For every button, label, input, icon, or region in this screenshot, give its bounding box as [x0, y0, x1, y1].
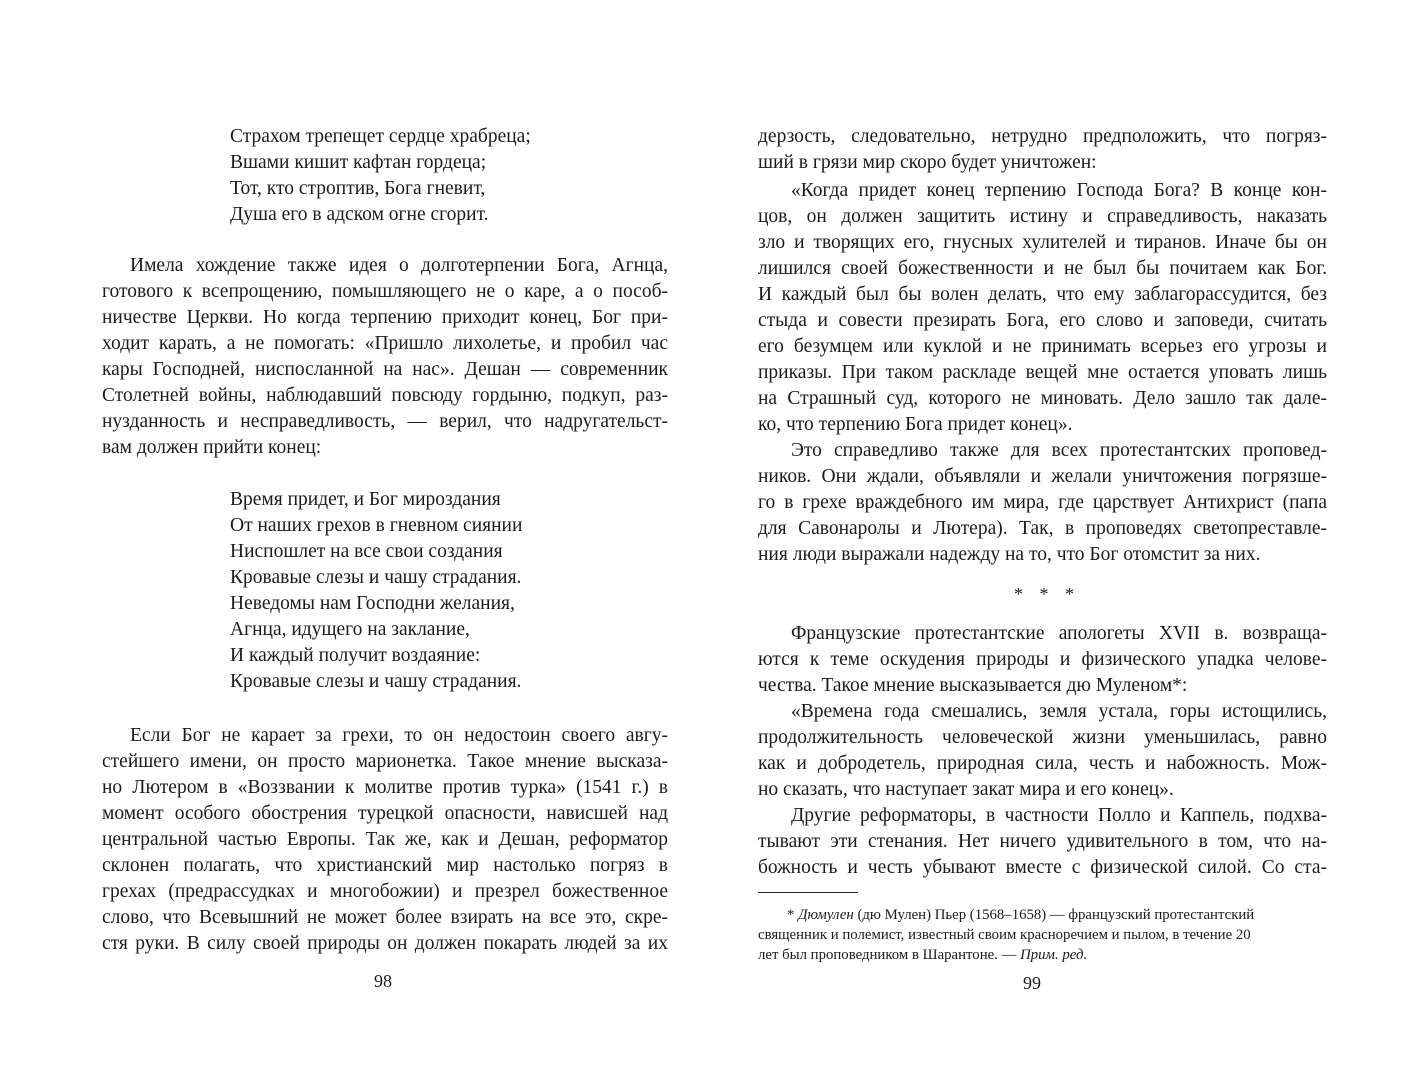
- text-line: кары Господней, ниспосланной на нас». Дешан — современник: [102, 359, 668, 380]
- text-line: но Лютером в «Воззвании к молитве против турка» (1541 г.) в: [102, 777, 668, 798]
- text-line: стя руки. В силу своей природы он должен покарать людей за их: [102, 933, 668, 954]
- footnote-marker: *: [787, 907, 795, 923]
- text-line: грехах (предрассудках и многобожии) и презрел божественное: [102, 881, 668, 902]
- editor-note: Прим. ред.: [1020, 947, 1088, 963]
- verse-line: И каждый получит воздаяние:: [230, 645, 481, 666]
- verse-line: Кровавые слезы и чашу страдания.: [230, 671, 522, 692]
- text-line: Это справедливо также для всех протестантских проповед-: [791, 440, 1327, 461]
- text-line: стейшего имени, он просто марионетка. Такое мнение высказа-: [102, 751, 668, 772]
- page-number: 98: [374, 971, 392, 991]
- right-page: [709, 0, 1419, 1080]
- verse-line: Страхом трепещет сердце храбреца;: [230, 126, 531, 147]
- text-line: момент особого обострения турецкой опасности, нависшей над: [102, 803, 668, 824]
- footnote-text: (дю Мулен) Пьер (1568–1658) — французский протестантский: [853, 907, 1255, 923]
- text-line: ничестве Церкви. Но когда терпению приходит конец, Бог при-: [102, 307, 668, 328]
- verse-line: От наших грехов в гневном сиянии: [230, 515, 523, 536]
- text-line: Французские протестантские апологеты XVII в. возвраща-: [791, 623, 1327, 644]
- text-line: ко, что терпению Бога придет конец».: [758, 414, 1073, 435]
- footnote-name: Дюмулен: [798, 907, 854, 923]
- text-line: стыда и совести презирать Бога, его слово и заповеди, считать: [758, 310, 1327, 331]
- text-line: лишился своей божественности и не был бы почитаем как Бог.: [758, 258, 1327, 279]
- text-line: дерзость, следовательно, нетрудно предположить, что погряз-: [758, 126, 1327, 147]
- verse-line: Неведомы нам Господни желания,: [230, 593, 515, 614]
- text-line: цов, он должен защитить истину и справедливость, наказать: [758, 206, 1327, 227]
- text-line: склонен полагать, что христианский мир настолько погряз в: [102, 855, 668, 876]
- text-line: ший в грязи мир скоро будет уничтожен:: [758, 152, 1097, 173]
- text-line: зло и творящих его, гнусных хулителей и тиранов. Иначе бы он: [758, 232, 1327, 253]
- text-line: вам должен прийти конец:: [102, 437, 322, 458]
- text-line: слово, что Всевышний не может более взирать на все это, скре-: [102, 907, 668, 928]
- footnote-line: [787, 905, 1254, 925]
- text-line: Другие реформаторы, в частности Полло и Каппель, подхва-: [791, 805, 1327, 826]
- text-line: на Страшный суд, которого не миновать. Дело зашло так дале-: [758, 388, 1327, 409]
- text-line: ходит карать, а не помогать: «Пришло лихолетье, и пробил час: [102, 333, 668, 354]
- verse-line: Душа его в адском огне сгорит.: [230, 204, 489, 225]
- verse-line: Агнца, идущего на заклание,: [230, 619, 470, 640]
- text-line: продолжительность человеческой жизни уменьшилась, равно: [758, 727, 1327, 748]
- verse-line: Ниспошлет на все свои создания: [230, 541, 503, 562]
- text-line: И каждый был бы волен делать, что ему заблагорассудится, без: [758, 284, 1327, 305]
- text-line: центральной частью Европы. Так же, как и Дешан, реформатор: [102, 829, 668, 850]
- text-line: чества. Такое мнение высказывается дю Муленом*:: [758, 675, 1188, 696]
- text-line: «Когда придет конец терпению Господа Бога? В конце кон-: [791, 180, 1327, 201]
- section-separator: * * *: [1014, 584, 1080, 604]
- text-line: как и добродетель, природная сила, честь и набожность. Мож-: [758, 753, 1327, 774]
- text-line: «Времена года смешались, земля устала, горы истощились,: [791, 701, 1327, 722]
- verse-line: Время придет, и Бог мироздания: [230, 489, 501, 510]
- footnote-text: лет был проповедником в Шарантоне. —: [758, 947, 1021, 963]
- verse-line: Тот, кто строптив, Бога гневит,: [230, 178, 486, 199]
- text-line: тывают эти стенания. Нет ничего удивительного в том, что на-: [758, 831, 1327, 852]
- text-line: ния люди выражали надежду на то, что Бог отомстит за них.: [758, 544, 1261, 565]
- text-line: го в грехе враждебного им мира, где царствует Антихрист (папа: [758, 492, 1327, 513]
- left-page: [0, 0, 709, 1080]
- verse-line: Кровавые слезы и чашу страдания.: [230, 567, 522, 588]
- text-line: ников. Они ждали, объявляли и желали уничтожения погрязше-: [758, 466, 1327, 487]
- page-number: 99: [1023, 973, 1041, 993]
- text-line: нузданность и несправедливость, — верил, что надругательст-: [102, 411, 668, 432]
- text-line: Столетней войны, наблюдавший повсюду гордыню, подкуп, раз-: [102, 385, 668, 406]
- text-line: готового к всепрощению, помышляющего не о каре, а о пособ-: [102, 281, 668, 302]
- footnote-rule: [758, 892, 858, 893]
- text-line: ются к теме оскудения природы и физического упадка челове-: [758, 649, 1327, 670]
- verse-line: Вшами кишит кафтан гордеца;: [230, 152, 487, 173]
- footnote-line: священник и полемист, известный своим красноречием и пылом, в течение 20: [758, 927, 1251, 943]
- text-line: Имела хождение также идея о долготерпении Бога, Агнца,: [130, 255, 668, 276]
- footnote-line: [758, 945, 1087, 965]
- text-line: для Савонаролы и Лютера). Так, в проповедях светопреставле-: [758, 518, 1327, 539]
- text-line: Если Бог не карает за грехи, то он недостоин своего авгу-: [130, 725, 668, 746]
- text-line: приказы. При таком раскладе вещей мне остается уповать лишь: [758, 362, 1327, 383]
- text-line: его безумцем или куклой и не принимать всерьез его угрозы и: [758, 336, 1327, 357]
- text-line: но сказать, что наступает закат мира и его конец».: [758, 779, 1174, 800]
- text-line: божность и честь убывают вместе с физической силой. Со ста-: [758, 857, 1327, 878]
